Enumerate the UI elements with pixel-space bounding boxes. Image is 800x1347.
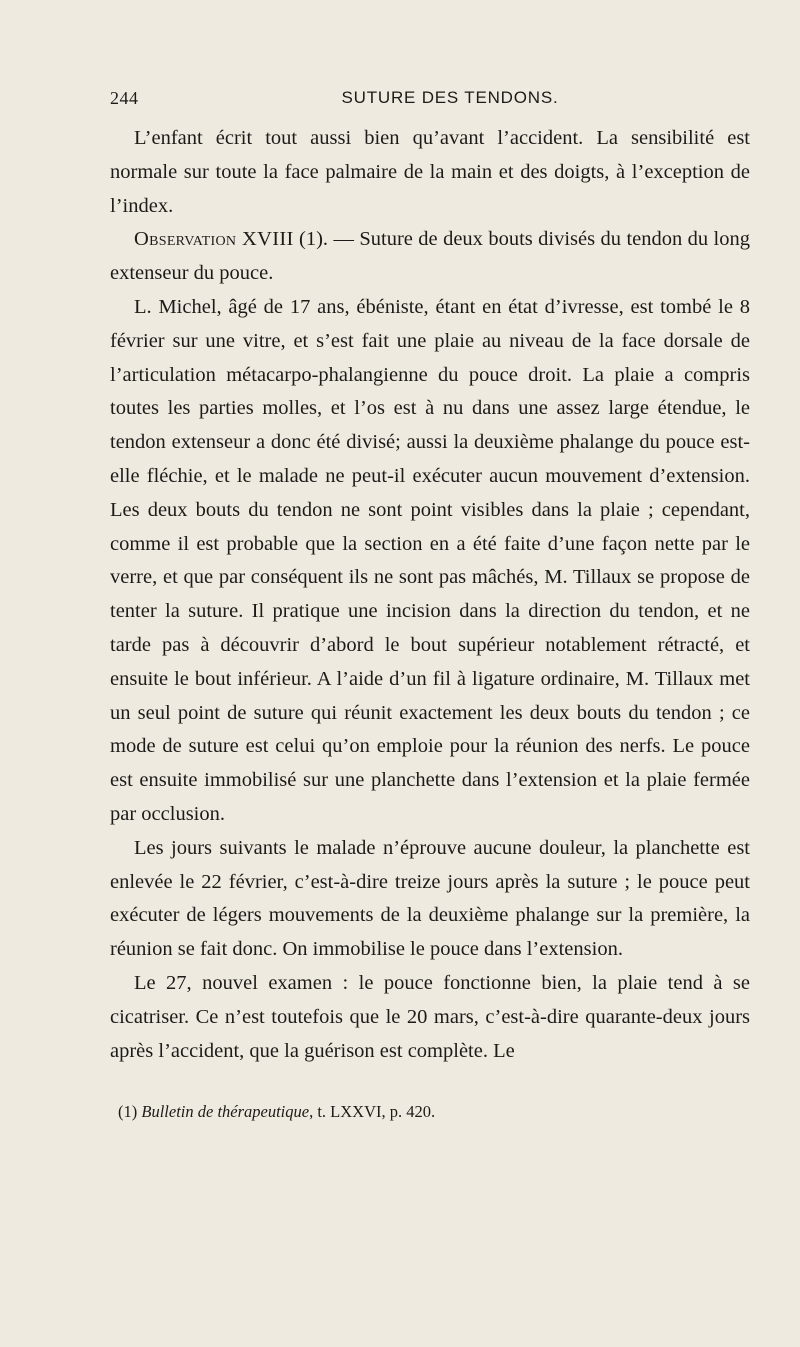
paragraph-following-days: Les jours suivants le malade n’éprouve aucune douleur, la planchette est enlevée le 22 février, c’est-à-dire treize jours après la suture ; le pouce peut exécuter de légers mouvements de la deuxième phalange sur la première, la réunion se fait donc. On immobilise le pouce dans l’extension. (110, 836, 750, 961)
page-number: 244 (110, 88, 139, 108)
running-head (110, 88, 750, 116)
running-title: SUTURE DES TENDONS. (341, 88, 559, 107)
paragraph-case-description: L. Michel, âgé de 17 ans, ébéniste, étant en état d’ivresse, est tombé le 8 février sur une vitre, et s’est fait une plaie au niveau de la face dorsale de l’articulation métacarpo-phalangienne du pouce droit. La plaie a compris toutes les parties molles, et l’os est à nu dans une assez large étendue, le tendon extenseur a donc été divisé; aussi la deuxième phalange du pouce est-elle fléchie, et le malade ne peut-il exécuter aucun mouvement d’extension. Les deux bouts du tendon ne sont point visibles dans la plaie ; cependant, comme il est probable que la section en a été faite d’une façon nette par le verre, et que par conséquent ils ne sont pas mâchés, M. Tillaux se propose de tenter la suture. Il pratique une incision dans la direction du tendon, et ne tarde pas à découvrir d’abord le bout supérieur notablement rétracté, et ensuite le bout inférieur. A l’aide d’un fil à ligature ordinaire, M. Tillaux met un seul point de suture qui réunit exactement les deux bouts du tendon ; ce mode de suture est celui qu’on emploie pour la réunion des nerfs. Le pouce est ensuite immobilisé sur une planchette dans l’extension et la plaie fermée par occlusion. (110, 295, 750, 825)
footnote (118, 1101, 748, 1123)
observation-label: Observation XVIII (134, 228, 294, 251)
paragraph-1: L’enfant écrit tout aussi bien qu’avant l’accident. La sensibilité est normale sur toute la face palmaire de la main et des doigts, à l’exception de l’index. (110, 127, 750, 217)
observation-heading (110, 223, 750, 291)
observation-title: (1). — Suture de deux bouts divisés du tendon du long extenseur du pouce. (110, 228, 751, 285)
paragraph-exam-27: Le 27, nouvel examen : le pouce fonctionne bien, la plaie tend à se cicatriser. Ce n’est toutefois que le 20 mars, c’est-à-dire quarante-deux jours après l’accident, que la guérison est complète. Le (110, 971, 750, 1062)
body-text (110, 122, 750, 1068)
footnote-source: Bulletin de thérapeutique (141, 1102, 310, 1121)
footnote-reference: , t. LXXVI, p. 420. (309, 1102, 436, 1121)
footnote-marker: (1) (118, 1102, 142, 1121)
